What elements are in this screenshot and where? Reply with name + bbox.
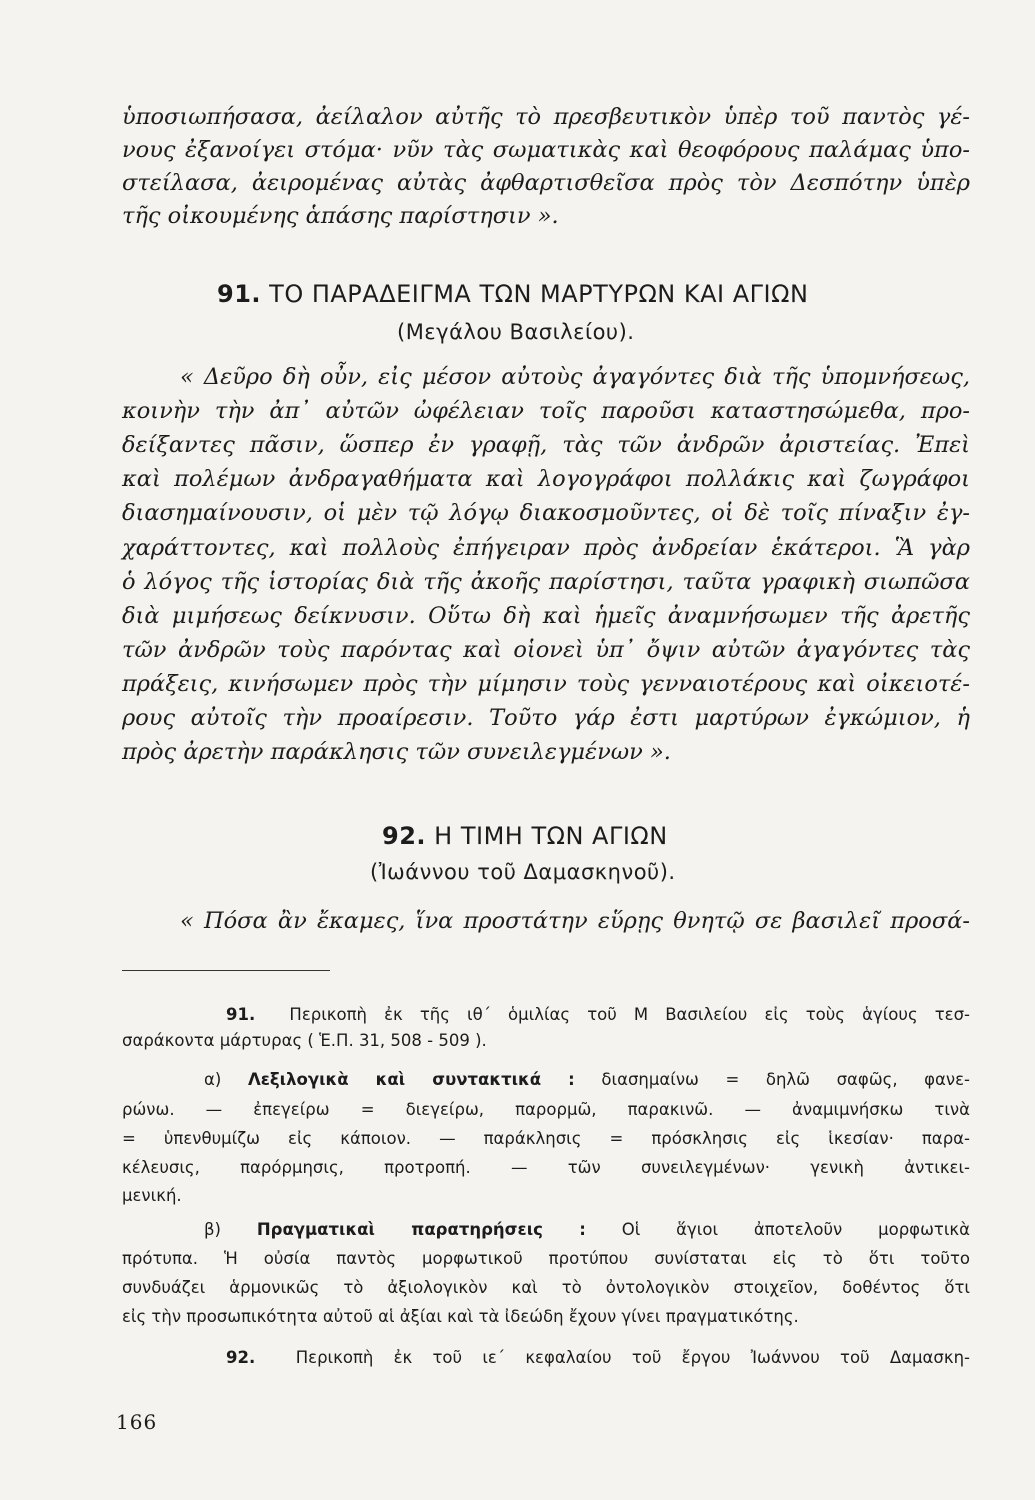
- s91-line-1: « Δεῦρο δὴ οὖν, εἰς μέσον αὐτοὺς ἀγαγόντες διὰ τῆς ὑπομνήσεως,: [180, 364, 970, 390]
- beta-heading: Πραγματικαὶ παρατηρήσεις :: [256, 1220, 586, 1239]
- footnote-91-text-1: Περικοπὴ ἐκ τῆς ιθ΄ ὁμιλίας τοῦ Μ Βασιλείου εἰς τοὺς ἁγίους τεσ-: [289, 1005, 970, 1024]
- s91-line-10: πράξεις, κινήσωμεν πρὸς τὴν μίμησιν τοὺς γενναιοτέρους καὶ οἰκειοτέ-: [122, 671, 970, 697]
- footnote-rule: [122, 970, 330, 971]
- footnote-beta-line-3: συνδυάζει ἁρμονικῶς τὸ ἀξιολογικὸν καὶ τὸ ὀντολογικὸν στοιχεῖον, δοθέντος ὅτι: [122, 1278, 970, 1297]
- section-91-heading: [217, 280, 808, 308]
- s91-line-6: χαράττοντες, καὶ πολλοὺς ἐπήγειραν πρὸς ἀνδρείαν ἑκάτεροι. Ἃ γὰρ: [122, 535, 970, 561]
- footnote-91-number: 91.: [226, 1005, 256, 1024]
- footnote-alpha-line-1: [204, 1068, 970, 1092]
- section-91-title: ΤΟ ΠΑΡΑΔΕΙΓΜΑ ΤΩΝ ΜΑΡΤΥΡΩΝ ΚΑΙ ΑΓΙΩΝ: [269, 280, 809, 308]
- section-92-source: (Ἰωάννου τοῦ Δαμασκηνοῦ).: [370, 860, 676, 884]
- footnote-92-number: 92.: [226, 1348, 256, 1367]
- section-91-source: (Μεγάλου Βασιλείου).: [397, 320, 635, 344]
- footnote-92-text: Περικοπὴ ἐκ τοῦ ιε΄ κεφαλαίου τοῦ ἔργου Ἰωάννου τοῦ Δαμασκη-: [295, 1348, 970, 1367]
- beta-label: β): [204, 1220, 221, 1239]
- opening-line-2: νους ἐξανοίγει στόμα· νῦν τὰς σωματικὰς καὶ θεοφόρους παλάμας ὑπο-: [122, 137, 970, 163]
- s91-line-8: διὰ μιμήσεως δείκνυσιν. Οὕτω δὴ καὶ ἡμεῖς ἀναμνήσωμεν τῆς ἀρετῆς: [122, 603, 970, 629]
- s91-line-5: διασημαίνουσιν, οἱ μὲν τῷ λόγῳ διακοσμοῦντες, οἱ δὲ τοῖς πίναξιν ἐγ-: [122, 500, 970, 526]
- footnote-92-line-1: [226, 1346, 970, 1370]
- s91-line-12: πρὸς ἀρετὴν παράκλησις τῶν συνειλεγμένων ».: [122, 739, 671, 765]
- footnote-alpha-line-5: μενική.: [122, 1186, 182, 1205]
- s91-line-4: καὶ πολέμων ἀνδραγαθήματα καὶ λογογράφοι πολλάκις καὶ ζωγράφοι: [122, 466, 970, 492]
- opening-line-4: τῆς οἰκουμένης ἁπάσης παρίστησιν ».: [122, 203, 559, 229]
- s91-line-3: δείξαντες πᾶσιν, ὥσπερ ἐν γραφῇ, τὰς τῶν ἀνδρῶν ἀριστείας. Ἐπεὶ: [122, 432, 970, 458]
- s91-line-2: κοινὴν τὴν ἀπ᾽ αὐτῶν ὠφέλειαν τοῖς παροῦσι καταστησώμεθα, προ-: [122, 398, 970, 424]
- section-92-title: Η ΤΙΜΗ ΤΩΝ ΑΓΙΩΝ: [434, 822, 668, 850]
- s91-line-7: ὁ λόγος τῆς ἱστορίας διὰ τῆς ἀκοῆς παρίστησι, ταῦτα γραφικὴ σιωπῶσα: [122, 569, 970, 595]
- beta-text-1: Οἱ ἅγιοι ἀποτελοῦν μορφωτικὰ: [621, 1220, 971, 1239]
- footnote-beta-line-4: εἰς τὴν προσωπικότητα αὐτοῦ αἱ ἀξίαι καὶ τὰ ἰδεώδη ἔχουν γίνει πραγματικότης.: [122, 1307, 799, 1326]
- footnote-alpha-line-2: ρώνω. — ἐπεγείρω = διεγείρω, παρορμῶ, παρακινῶ. — ἀναμιμνήσκω τινὰ: [122, 1100, 970, 1119]
- s91-line-11: ρους αὐτοῖς τὴν προαίρεσιν. Τοῦτο γάρ ἐστι μαρτύρων ἐγκώμιον, ἡ: [122, 705, 970, 731]
- footnote-alpha-line-3: = ὑπενθυμίζω εἰς κάποιον. — παράκλησις = πρόσκλησις εἰς ἱκεσίαν· παρα-: [122, 1129, 970, 1148]
- section-92-number: 92.: [382, 822, 427, 850]
- footnote-91-line-2: σαράκοντα μάρτυρας ( Ἑ.Π. 31, 508 - 509 ).: [122, 1031, 487, 1050]
- section-91-number: 91.: [217, 280, 262, 308]
- opening-line-3: στείλασα, ἀειρομένας αὐτὰς ἀφθαρτισθεῖσα πρὸς τὸν Δεσπότην ὑπὲρ: [122, 170, 970, 196]
- footnote-alpha-line-4: κέλευσις, παρόρμησις, προτροπή. — τῶν συνειλεγμένων· γενικὴ ἀντικει-: [122, 1158, 970, 1177]
- footnote-91-line-1: [226, 1003, 970, 1027]
- alpha-text-1: διασημαίνω = δηλῶ σαφῶς, φανε-: [601, 1070, 971, 1089]
- footnote-beta-line-2: πρότυπα. Ἡ οὐσία παντὸς μορφωτικοῦ προτύπου συνίσταται εἰς τὸ ὅτι τοῦτο: [122, 1249, 970, 1268]
- alpha-heading: Λεξιλογικὰ καὶ συντακτικά :: [247, 1070, 575, 1089]
- s91-line-9: τῶν ἀνδρῶν τοὺς παρόντας καὶ οἱονεὶ ὑπ᾽ ὄψιν αὐτῶν ἀγαγόντες τὰς: [122, 637, 970, 663]
- footnote-beta-line-1: [204, 1218, 970, 1242]
- page-number: 166: [116, 1410, 158, 1434]
- section-92-heading: [382, 822, 668, 850]
- s92-line-1: « Πόσα ἂν ἔκαμες, ἵνα προστάτην εὕρῃς θνητῷ σε βασιλεῖ προσά-: [180, 908, 970, 934]
- opening-line-1: ὑποσιωπήσασα, ἀείλαλον αὐτῆς τὸ πρεσβευτικὸν ὑπὲρ τοῦ παντὸς γέ-: [122, 104, 970, 130]
- alpha-label: α): [204, 1070, 222, 1089]
